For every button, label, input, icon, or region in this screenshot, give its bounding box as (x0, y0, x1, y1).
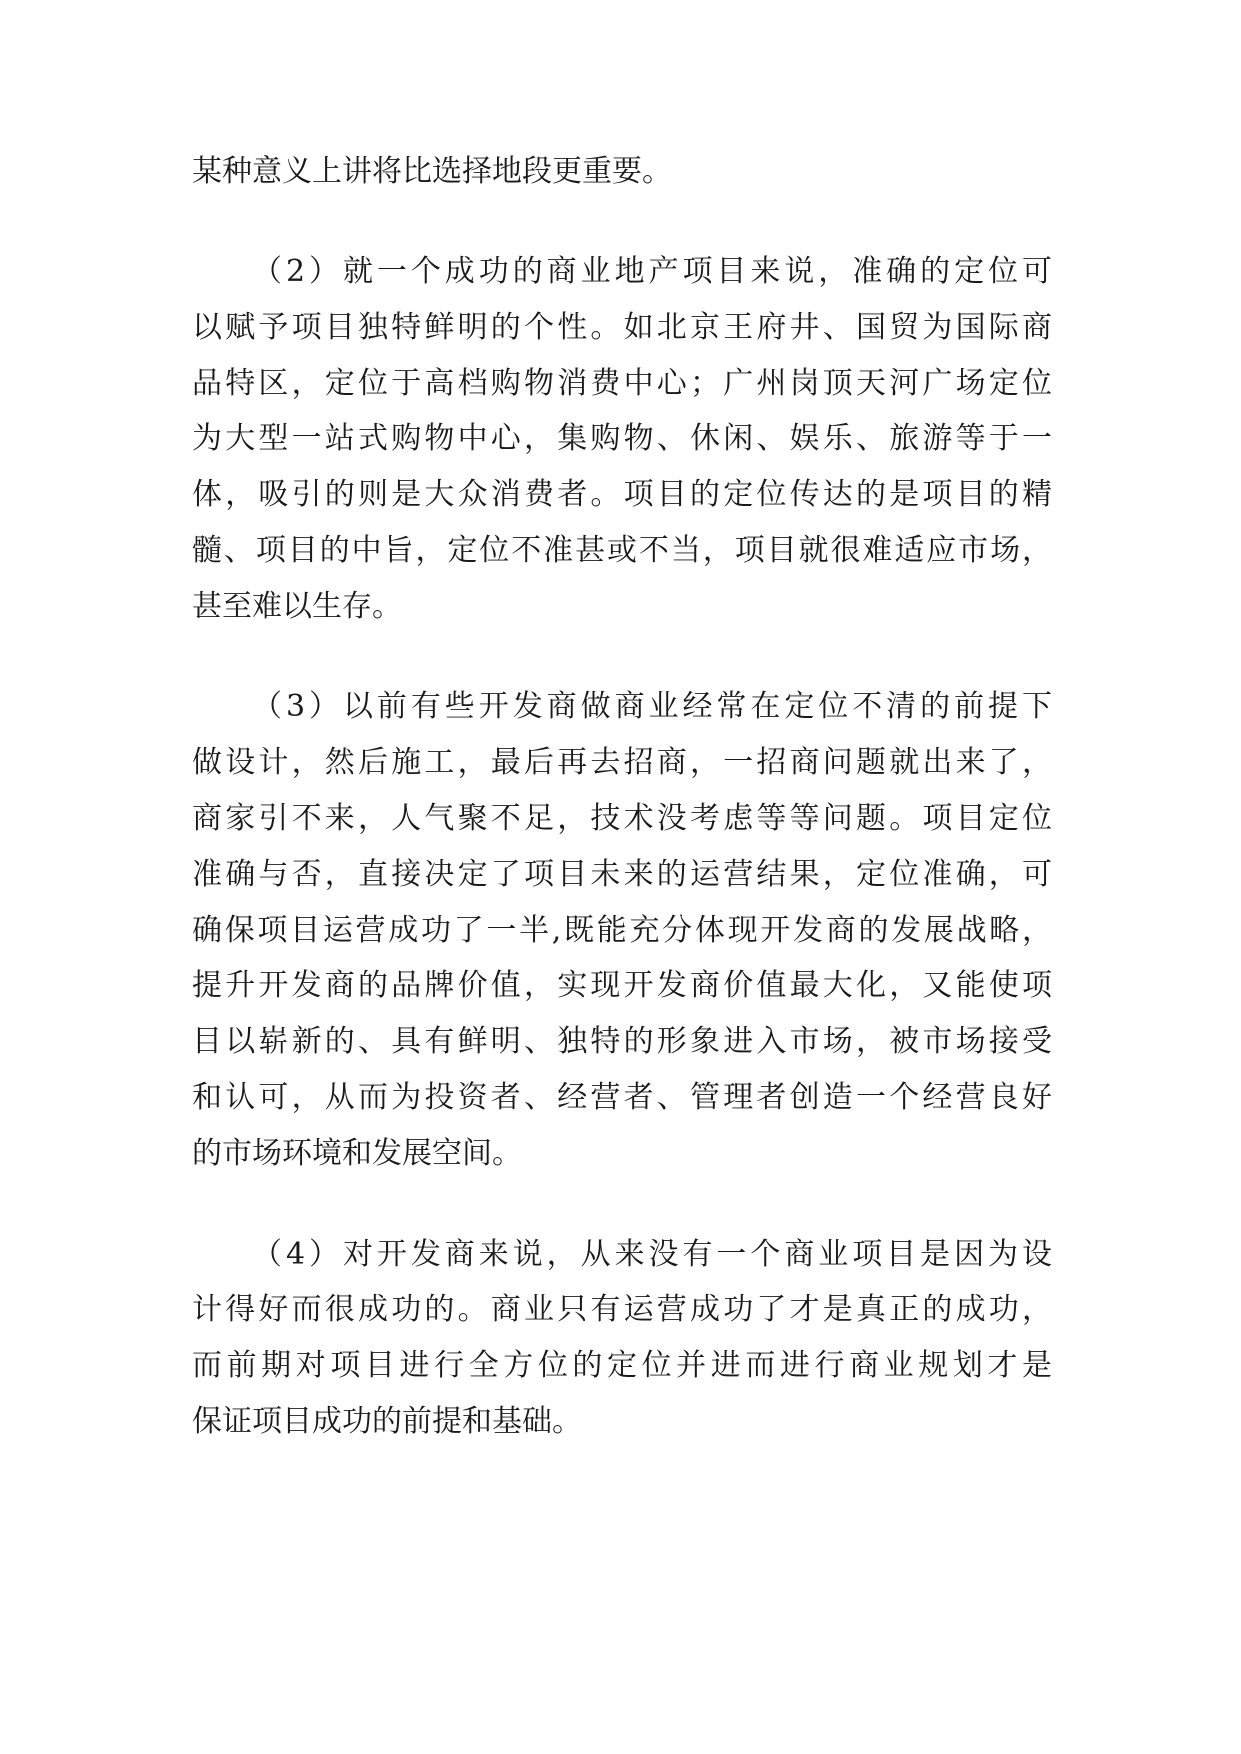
text-line: 确保项目运营成功了一半,既能充分体现开发商的发展战略， (192, 913, 1052, 948)
text-line: 某种意义上讲将比选择地段更重要。 (192, 154, 672, 189)
text-line: （3）以前有些开发商做商业经常在定位不清的前提下 (252, 689, 1052, 724)
text-line: 保证项目成功的前提和基础。 (192, 1404, 582, 1439)
text-line: 为大型一站式购物中心，集购物、休闲、娱乐、旅游等于一 (192, 421, 1052, 456)
text-line: 的市场环境和发展空间。 (192, 1136, 522, 1171)
text-line: 而前期对项目进行全方位的定位并进而进行商业规划才是 (192, 1348, 1052, 1383)
text-line: 体，吸引的则是大众消费者。项目的定位传达的是项目的精 (192, 477, 1052, 512)
text-line: 商家引不来，人气聚不足，技术没考虑等等问题。项目定位 (192, 801, 1052, 836)
text-line: 准确与否，直接决定了项目未来的运营结果，定位准确，可 (192, 857, 1052, 892)
text-line: 甚至难以生存。 (192, 589, 402, 624)
text-line: 品特区，定位于高档购物消费中心；广州岗顶天河广场定位 (192, 366, 1052, 401)
text-line: 和认可，从而为投资者、经营者、管理者创造一个经营良好 (192, 1080, 1052, 1115)
text-line: 目以崭新的、具有鲜明、独特的形象进入市场，被市场接受 (192, 1024, 1052, 1059)
text-line: 以赋予项目独特鲜明的个性。如北京王府井、国贸为国际商 (192, 310, 1052, 345)
text-line: （4）对开发商来说，从来没有一个商业项目是因为设 (252, 1237, 1052, 1272)
text-line: 提升开发商的品牌价值，实现开发商价值最大化，又能使项 (192, 968, 1052, 1003)
text-line: 髓、项目的中旨，定位不准甚或不当，项目就很难适应市场， (192, 533, 1052, 568)
text-line: （2）就一个成功的商业地产项目来说，准确的定位可 (252, 254, 1052, 289)
text-line: 计得好而很成功的。商业只有运营成功了才是真正的成功， (192, 1292, 1052, 1327)
text-line: 做设计，然后施工，最后再去招商，一招商问题就出来了， (192, 745, 1052, 780)
